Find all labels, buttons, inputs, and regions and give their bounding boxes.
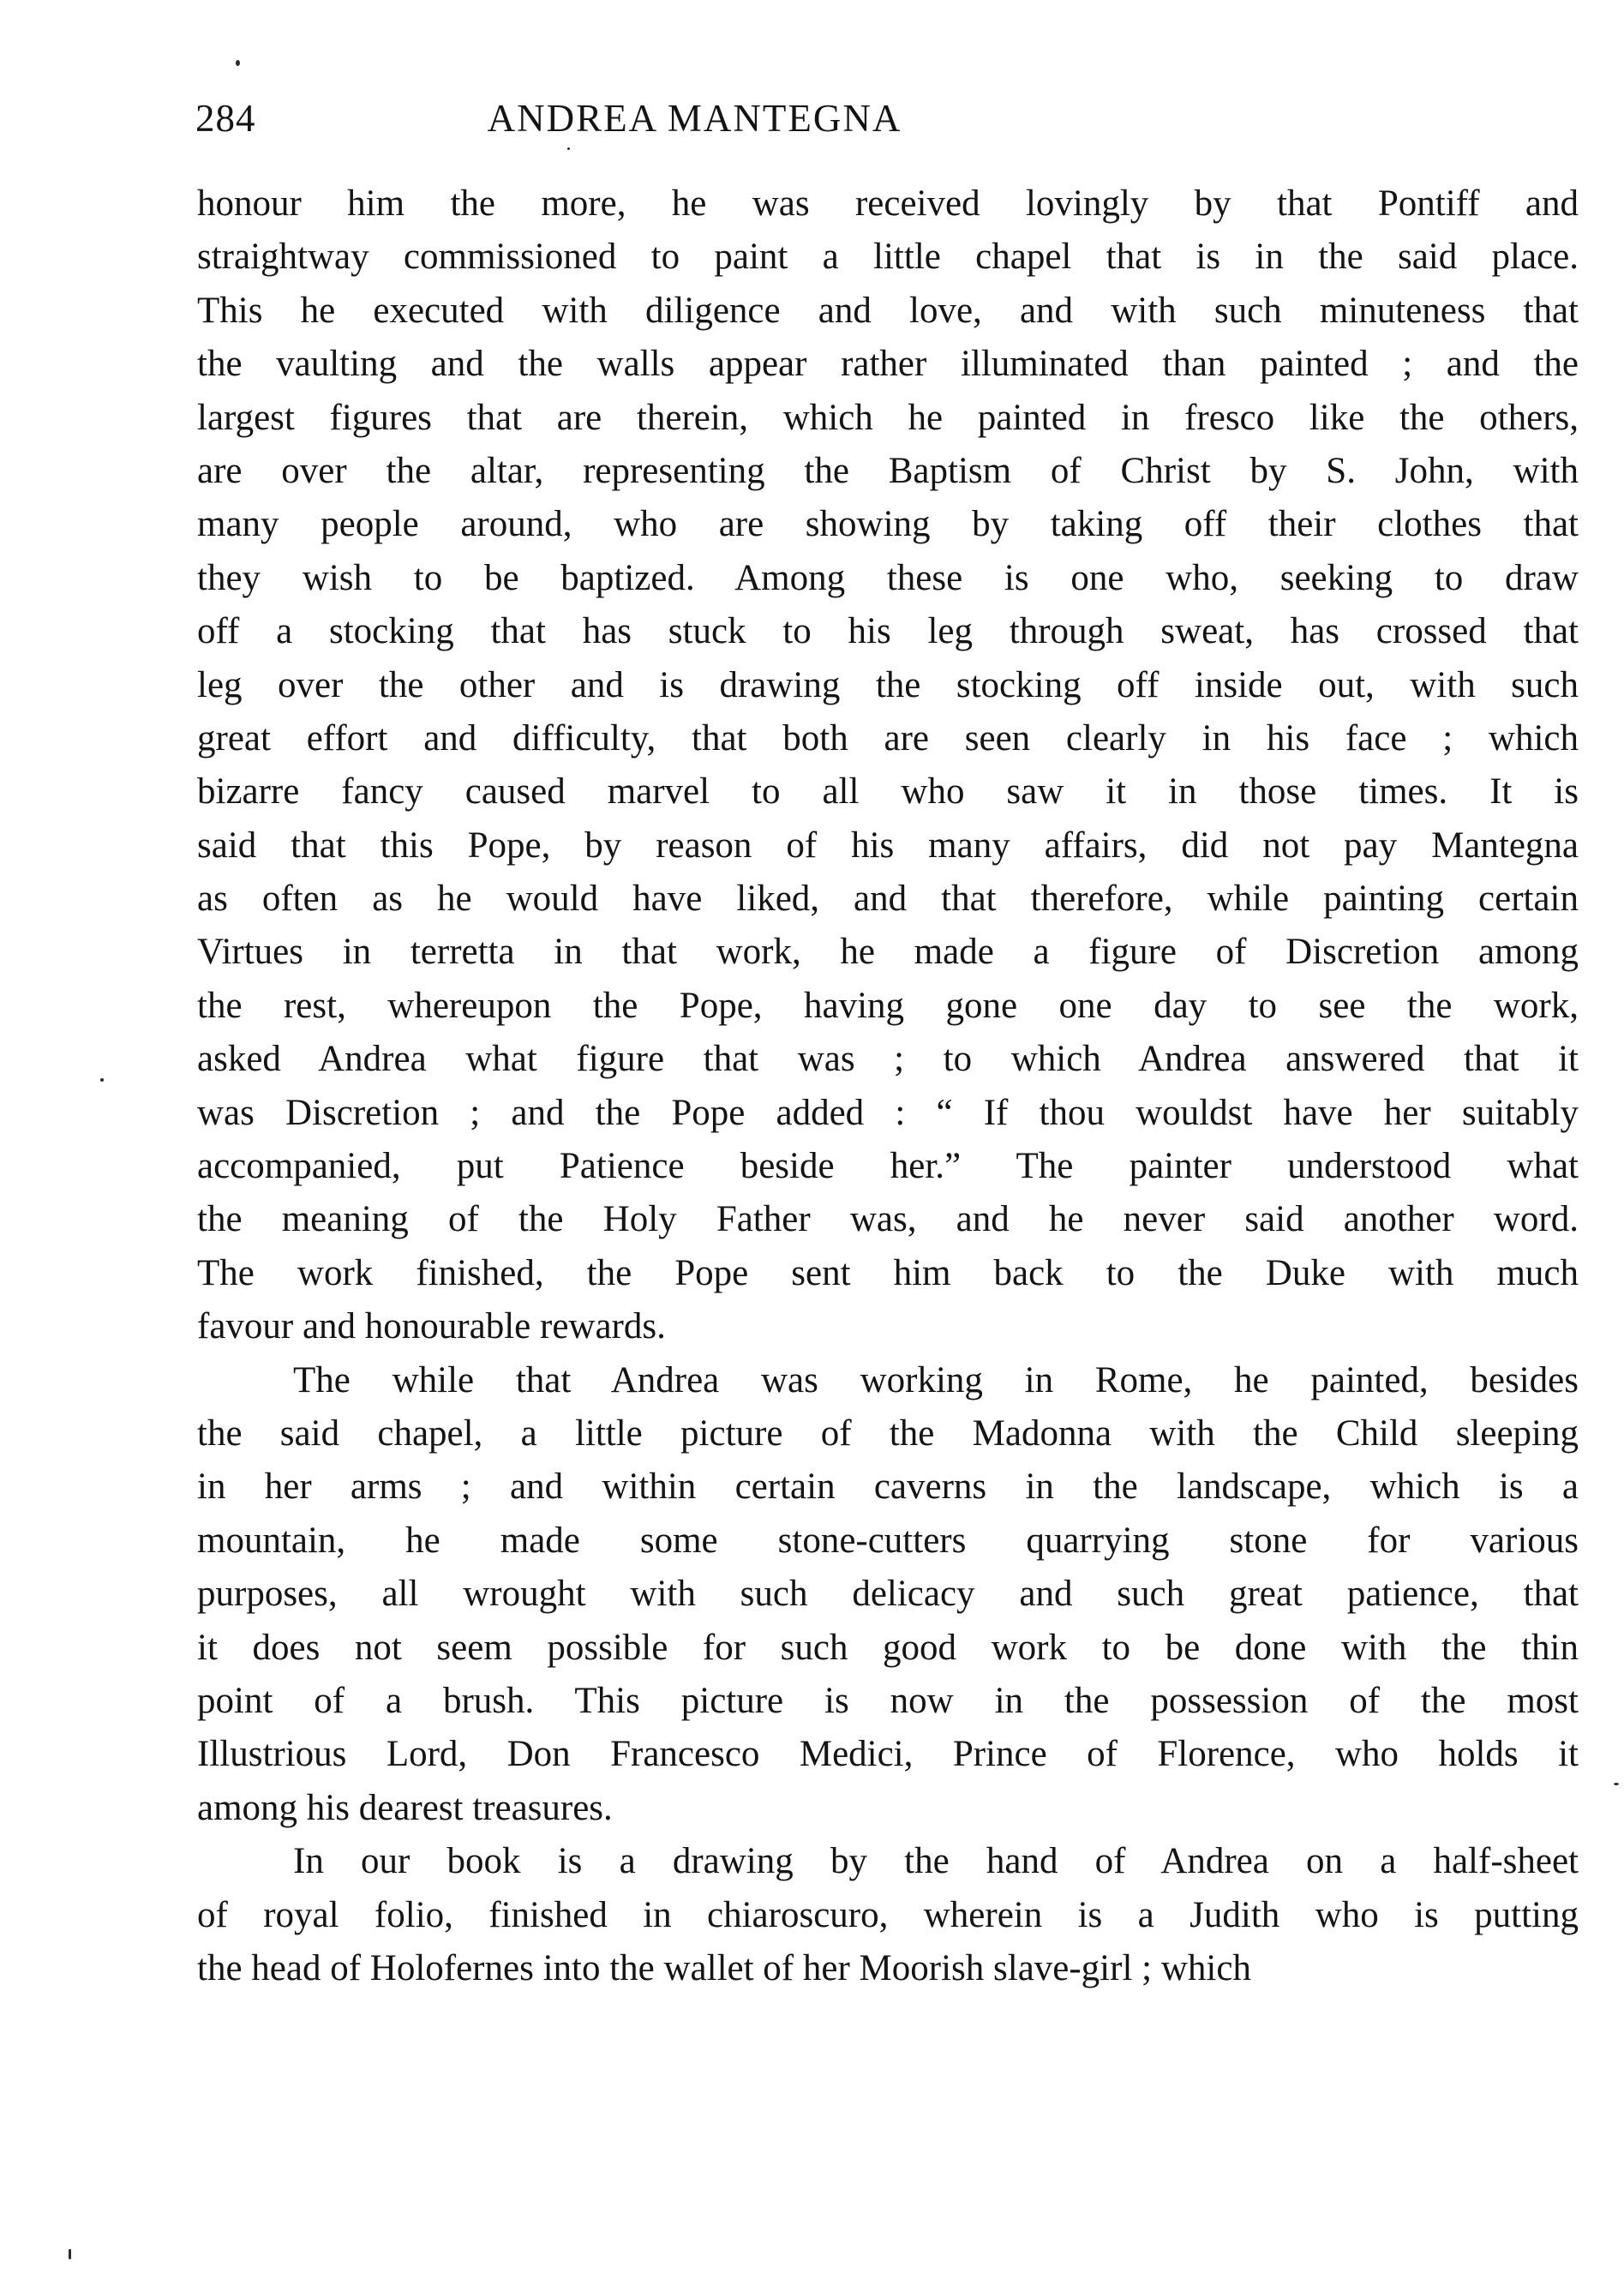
text-line: In our book is a drawing by the hand of Andrea on a half-sheet — [293, 1841, 1579, 1882]
text-line: bizarre fancy caused marvel to all who saw it in those times. It is — [197, 771, 1579, 813]
text-line: Virtues in terretta in that work, he made a figure of Discretion among — [197, 932, 1579, 973]
text-line: of royal folio, finished in chiaroscuro, wherein is a Judith who is putting — [197, 1894, 1579, 1935]
text-line: The while that Andrea was working in Rome, he painted, besides — [293, 1359, 1579, 1400]
text-line: great effort and difficulty, that both are seen clearly in his face ; which — [197, 717, 1579, 759]
text-line: This he executed with diligence and love, and with such minuteness that — [197, 290, 1579, 331]
print-speck — [567, 147, 570, 150]
text-line: point of a brush. This picture is now in the possession of the most — [197, 1680, 1579, 1721]
body-text — [197, 177, 1579, 1995]
running-title: ANDREA MANTEGNA — [487, 97, 902, 140]
text-line: The work finished, the Pope sent him back to the Duke with much — [197, 1252, 1579, 1293]
text-line: largest figures that are therein, which he painted in fresco like the others, — [197, 397, 1579, 438]
text-line: they wish to be baptized. Among these is one who, seeking to draw — [197, 557, 1579, 598]
text-line: the head of Holofernes into the wallet of her Moorish slave-girl ; which — [197, 1947, 1251, 1988]
text-line: in her arms ; and within certain caverns in the landscape, which is a — [197, 1466, 1579, 1508]
print-speck — [236, 60, 240, 66]
print-speck — [1614, 1783, 1619, 1785]
paragraph — [197, 1835, 1579, 1995]
text-line: Illustrious Lord, Don Francesco Medici, Prince of Florence, who holds it — [197, 1734, 1579, 1775]
text-line: the vaulting and the walls appear rather illuminated than painted ; and the — [197, 344, 1579, 385]
text-line: was Discretion ; and the Pope added : “ If thou wouldst have her suitably — [197, 1092, 1579, 1133]
text-line: many people around, who are showing by taking off their clothes that — [197, 504, 1579, 545]
text-line: off a stocking that has stuck to his leg through sweat, has crossed that — [197, 611, 1579, 652]
paragraph — [197, 177, 1579, 1354]
text-line: accompanied, put Patience beside her.” The painter understood what — [197, 1146, 1579, 1187]
text-line: the meaning of the Holy Father was, and he never said another word. — [197, 1199, 1579, 1240]
text-line: among his dearest treasures. — [197, 1787, 613, 1828]
text-line: favour and honourable rewards. — [197, 1306, 666, 1347]
text-line: the rest, whereupon the Pope, having gone one day to see the work, — [197, 985, 1579, 1026]
text-line: straightway commissioned to paint a little chapel that is in the said place. — [197, 237, 1579, 278]
text-line: are over the altar, representing the Baptism of Christ by S. John, with — [197, 450, 1579, 491]
text-line: asked Andrea what figure that was ; to which Andrea answered that it — [197, 1039, 1579, 1080]
text-line: mountain, he made some stone-cutters quarrying stone for various — [197, 1520, 1579, 1561]
print-speck — [100, 1078, 104, 1082]
paragraph — [197, 1354, 1579, 1836]
text-line: it does not seem possible for such good work to be done with the thin — [197, 1627, 1579, 1668]
text-line: leg over the other and is drawing the stocking off inside out, with such — [197, 664, 1579, 705]
text-line: as often as he would have liked, and that therefore, while painting certain — [197, 879, 1579, 920]
text-line: said that this Pope, by reason of his many affairs, did not pay Mantegna — [197, 825, 1579, 866]
text-line: purposes, all wrought with such delicacy and such great patience, that — [197, 1574, 1579, 1615]
text-line: the said chapel, a little picture of the Madonna with the Child sleeping — [197, 1412, 1579, 1454]
text-line: honour him the more, he was received lovingly by that Pontiff and — [197, 183, 1579, 224]
print-speck — [69, 2249, 71, 2259]
page-number: 284 — [195, 97, 256, 140]
page-header — [195, 93, 1584, 144]
